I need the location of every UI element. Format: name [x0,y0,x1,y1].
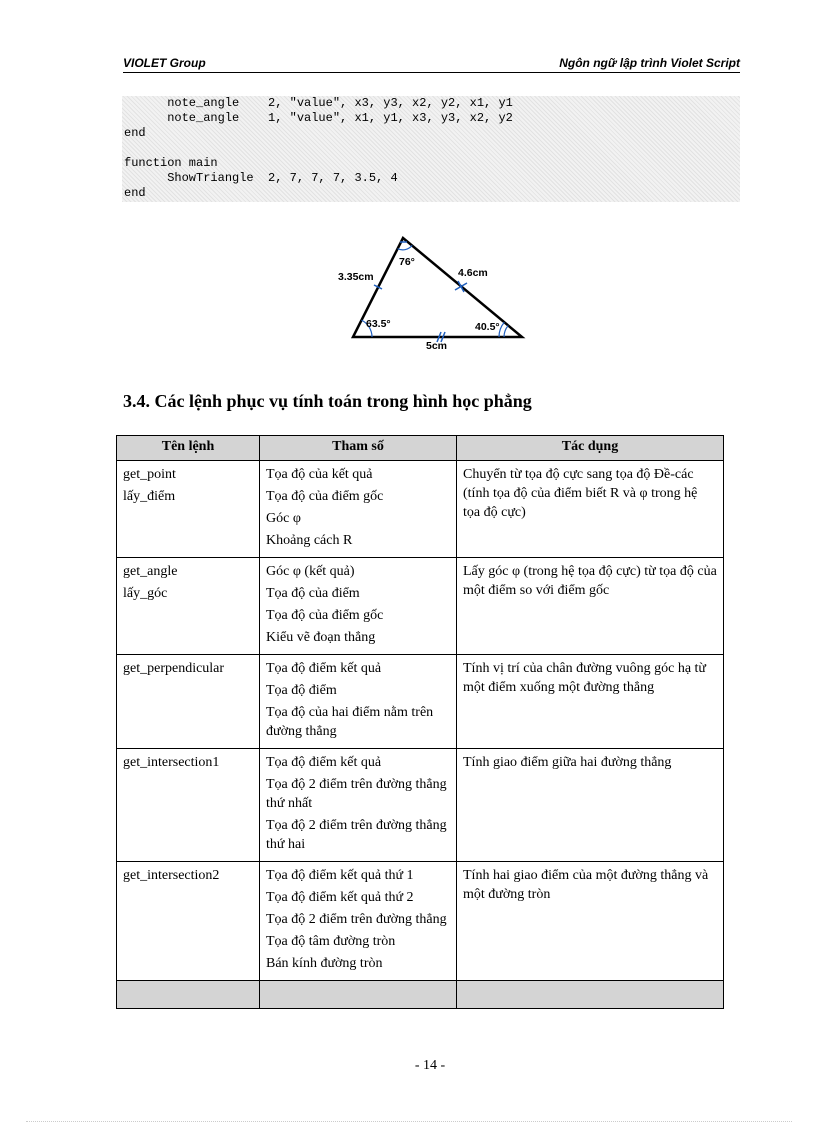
param-item: Tọa độ của điểm gốc [266,489,384,504]
command-name-cell [117,749,260,862]
effect-cell: Tính vị trí của chân đường vuông góc hạ từ một điểm xuống một đường thẳng [457,655,724,749]
effect-cell: Tính giao điểm giữa hai đường thẳng [457,749,724,862]
param-item: Góc φ (kết quả) [266,564,355,579]
param-item: Tọa độ 2 điểm trên đường thẳng thứ nhất [266,777,447,811]
params-cell [260,558,457,655]
code-line: note_angle 2, "value", x3, y3, x2, y2, x1, y1 [124,96,513,110]
header-rule [123,72,740,73]
page-number: - 14 - [414,1058,446,1073]
param-item: Khoảng cách R [266,533,353,548]
table-row [117,862,724,981]
param-item: Tọa độ điểm kết quả [266,755,382,770]
header-cell-effect: Tác dụng [457,436,724,461]
table-row [117,655,724,749]
table-empty-row [117,981,724,1009]
empty-cell [117,981,260,1009]
label-angle-top: 76° [399,256,415,268]
command-name-cell [117,862,260,981]
param-item: Tọa độ của kết quả [266,467,373,482]
param-item: Tọa độ của hai điểm nằm trên đường thẳng [266,705,434,739]
param-item: Tọa độ 2 điểm trên đường thẳng [266,912,447,927]
code-block [122,96,740,202]
param-item: Tọa độ 2 điểm trên đường thẳng thứ hai [266,818,447,852]
param-item: Tọa độ điểm kết quả [266,661,382,676]
command-name-alias: lấy_điểm [123,489,176,504]
param-item: Tọa độ của điểm gốc [266,608,384,623]
effect-cell: Lấy góc φ (trong hệ tọa độ cực) từ tọa độ của một điểm so với điểm gốc [457,558,724,655]
angle-arc-right-inner [504,326,508,338]
label-angle-right: 40.5° [475,321,500,333]
label-side-left: 3.35cm [338,271,374,283]
triangle-figure [330,228,540,358]
command-name-cell [117,461,260,558]
params-cell [260,862,457,981]
command-name: get_intersection2 [123,868,220,883]
command-name: get_perpendicular [123,661,225,676]
params-cell [260,461,457,558]
table-row [117,749,724,862]
section-title: 3.4. Các lệnh phục vụ tính toán trong hình học phẳng [123,391,532,411]
effect-cell: Chuyển từ tọa độ cực sang tọa độ Đề-các (tính tọa độ của điểm biết R và φ trong hệ tọa độ cực) [457,461,724,558]
footer-divider [26,1121,792,1122]
table-row [117,558,724,655]
code-line: note_angle 1, "value", x1, y1, x3, y3, x2, y2 [124,111,513,125]
header-document-title: Ngôn ngữ lập trình Violet Script [559,56,740,70]
angle-arc-right [499,322,504,337]
commands-table [116,435,724,1009]
label-side-right: 4.6cm [458,267,488,279]
param-item: Tọa độ điểm [266,683,337,698]
header-group-name: VIOLET Group [123,56,206,70]
code-line: ShowTriangle 2, 7, 7, 7, 3.5, 4 [124,171,398,185]
command-name-cell [117,558,260,655]
params-cell [260,749,457,862]
command-name: get_angle [123,564,178,579]
param-item: Tọa độ tâm đường tròn [266,934,396,949]
param-item: Bán kính đường tròn [266,956,383,971]
code-line: end [124,186,146,200]
param-item: Tọa độ của điểm [266,586,360,601]
param-item: Góc φ [266,511,301,526]
code-line: end [124,126,146,140]
param-item: Kiểu vẽ đoạn thẳng [266,630,376,645]
label-side-bottom: 5cm [426,340,448,352]
header-cell-name: Tên lệnh [117,436,260,461]
code-line: function main [124,156,218,170]
table-header-row [117,436,724,461]
label-angle-left: 63.5° [366,318,391,330]
command-name-cell [117,655,260,749]
effect-cell: Tính hai giao điểm của một đường thẳng và một đường tròn [457,862,724,981]
header-cell-params: Tham số [260,436,457,461]
param-item: Tọa độ điểm kết quả thứ 1 [266,868,414,883]
command-name-alias: lấy_góc [123,586,168,601]
command-name: get_intersection1 [123,755,220,770]
params-cell [260,655,457,749]
empty-cell [457,981,724,1009]
empty-cell [260,981,457,1009]
table-row [117,461,724,558]
command-name: get_point [123,467,176,482]
param-item: Tọa độ điểm kết quả thứ 2 [266,890,414,905]
